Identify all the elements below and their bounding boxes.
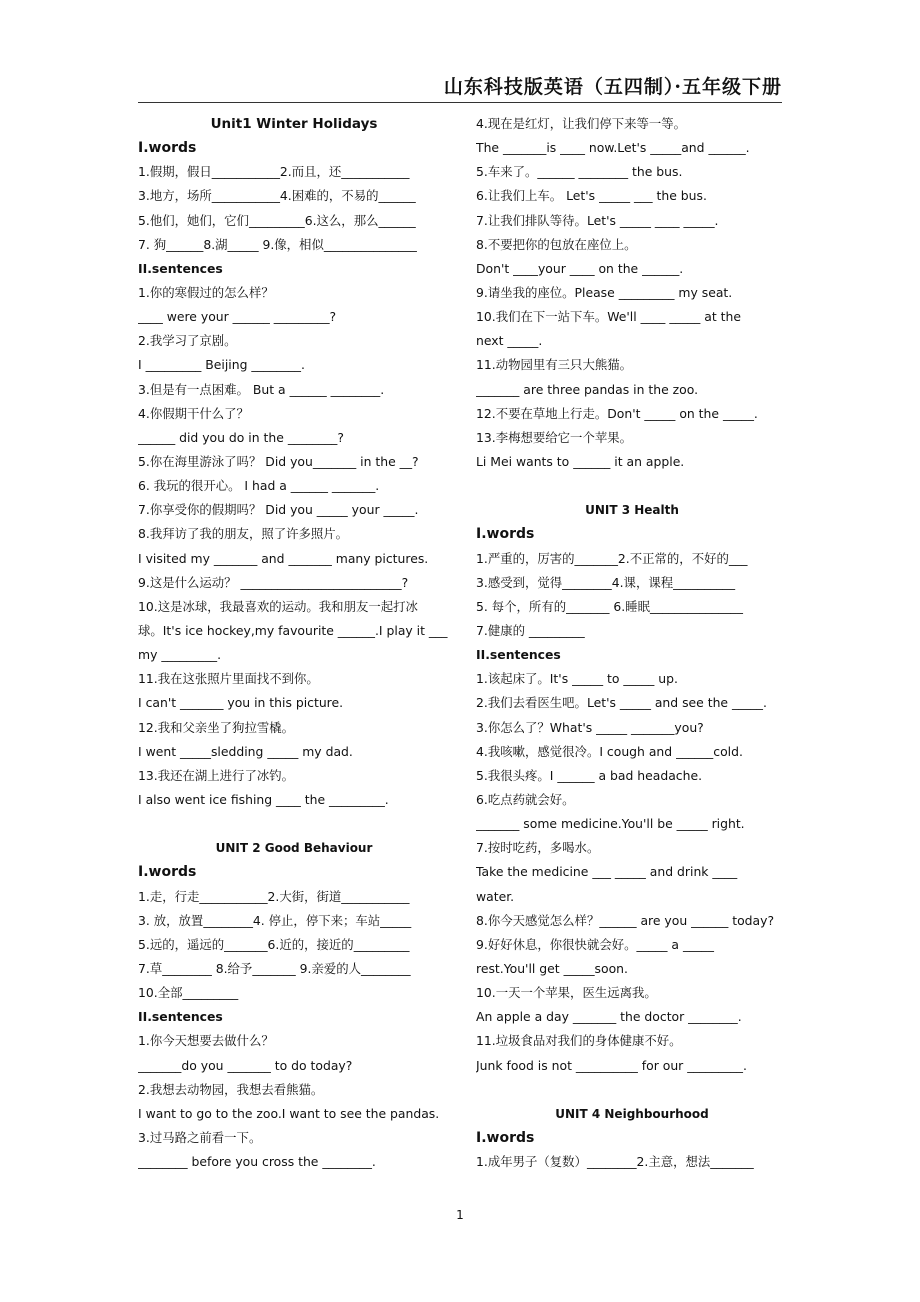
text-line: An apple a day _______ the doctor ________. <box>476 1009 742 1025</box>
section-heading-words: I.words <box>476 1129 535 1146</box>
left-column <box>138 112 450 1174</box>
text-line: Don't ____your ____ on the ______. <box>476 260 684 276</box>
text-line: 7.草________ 8.给予_______ 9.亲爱的人________ <box>138 961 411 976</box>
text-line: I went _____sledding _____ my dad. <box>138 743 353 759</box>
text-line: 4.你假期干什么了？ <box>138 405 249 421</box>
text-line: Li Mei wants to ______ it an apple. <box>476 453 685 469</box>
text-line: Take the medicine ___ _____ and drink ____ <box>476 864 738 880</box>
unit-title: Unit1 Winter Holidays <box>210 116 378 132</box>
text-line: 8.我拜访了我的朋友，照了许多照片。 <box>138 526 349 542</box>
text-line: 9.好好休息，你很快就会好。_____ a _____ <box>476 936 714 952</box>
text-line: 7.让我们排队等待。Let's _____ ____ _____. <box>476 212 719 228</box>
blank-line <box>476 474 788 498</box>
section-heading-sentences: II.sentences <box>138 1009 223 1025</box>
blank-line <box>476 1078 788 1102</box>
text-line: 7.按时吃药，多喝水。 <box>476 840 600 856</box>
text-line: 7. 狗______8.湖_____ 9.像，相似_______________ <box>138 236 417 252</box>
section-heading-words: I.words <box>476 526 535 543</box>
text-line: 13.我还在湖上进行了冰钓。 <box>138 767 295 783</box>
text-line: 1.你今天想要去做什么？ <box>138 1033 274 1049</box>
text-line: ____ were your ______ _________? <box>138 309 337 325</box>
text-line: _______do you _______ to do today? <box>138 1057 353 1073</box>
section-heading-sentences: II.sentences <box>476 647 561 663</box>
text-line: 1.假期，假日___________2.而且，还___________ <box>138 164 410 180</box>
text-line: I _________ Beijing ________. <box>138 357 305 373</box>
unit-title: UNIT 4 Neighbourhood <box>555 1106 709 1121</box>
section-heading-sentences: II.sentences <box>138 260 223 276</box>
section-heading-words: I.words <box>138 864 197 881</box>
text-line: 4.我咳嗽，感觉很冷。I cough and ______cold. <box>476 743 743 759</box>
text-line: 5.你在海里游泳了吗？ Did you_______ in the __? <box>138 454 419 470</box>
text-line: 9.请坐我的座位。Please _________ my seat. <box>476 284 733 300</box>
unit-title: UNIT 3 Health <box>585 503 679 518</box>
text-line: 3.但是有一点困难。 But a ______ ________. <box>138 381 385 397</box>
text-line: 1.走，行走___________2.大街，街道___________ <box>138 888 410 904</box>
text-line: 1.该起床了。It's _____ to _____ up. <box>476 671 678 687</box>
text-line: 8.你今天感觉怎么样？______ are you ______ today? <box>476 912 775 928</box>
text-line: 4.现在是红灯，让我们停下来等一等。 <box>476 116 687 131</box>
text-line: 11.垃圾食品对我们的身体健康不好。 <box>476 1033 682 1049</box>
text-line: 球。It's ice hockey,my favourite ______.I play it ___ <box>138 623 448 638</box>
text-line: 10.一天一个苹果，医生远离我。 <box>476 985 657 1001</box>
right-column <box>476 112 788 1174</box>
text-line: 10.全部_________ <box>138 985 239 1001</box>
section-heading-words: I.words <box>138 140 197 157</box>
text-line: I also went ice fishing ____ the _________. <box>138 791 389 807</box>
text-line: 2.我想去动物园，我想去看熊猫。 <box>138 1081 324 1097</box>
text-line: 5. 每个，所有的_______ 6.睡眠_______________ <box>476 598 743 614</box>
text-line: 7.你享受你的假期吗？ Did you _____ your _____. <box>138 502 419 518</box>
text-line: 5.车来了。______ ________ the bus. <box>476 164 683 180</box>
text-line: _______ some medicine.You'll be _____ right. <box>476 816 745 832</box>
text-line: I can't _______ you in this picture. <box>138 695 344 711</box>
text-line: 11.我在这张照片里面找不到你。 <box>138 671 319 687</box>
text-line: 6.吃点药就会好。 <box>476 791 575 807</box>
text-line: 7.健康的 _________ <box>476 622 585 638</box>
text-line: 3.地方，场所___________4.困难的，不易的______ <box>138 188 416 204</box>
text-line: 5.我很头疼。I ______ a bad headache. <box>476 767 703 783</box>
text-line: 2.我学习了京剧。 <box>138 333 237 349</box>
text-line: 3.过马路之前看一下。 <box>138 1130 262 1145</box>
text-line: 9.这是什么运动？ __________________________? <box>138 574 409 590</box>
text-line: rest.You'll get _____soon. <box>476 960 628 976</box>
text-line: 6. 我玩的很开心。 I had a ______ _______. <box>138 478 380 494</box>
text-line: 11.动物园里有三只大熊猫。 <box>476 357 633 373</box>
text-line: Junk food is not __________ for our _________. <box>476 1057 747 1073</box>
text-line: 12.不要在草地上行走。Don't _____ on the _____. <box>476 405 758 421</box>
text-line: 1.你的寒假过的怎么样？ <box>138 285 274 301</box>
text-line: I want to go to the zoo.I want to see the pandas. <box>138 1105 440 1121</box>
text-line: I visited my _______ and _______ many pictures. <box>138 550 429 566</box>
text-line: 8.不要把你的包放在座位上。 <box>476 236 637 252</box>
text-line: _______ are three pandas in the zoo. <box>476 381 699 397</box>
page-number: 1 <box>456 1208 464 1222</box>
text-line: 3.你怎么了？What's _____ _______you? <box>476 719 704 735</box>
text-line: 10.我们在下一站下车。We'll ____ _____ at the <box>476 309 741 325</box>
unit-title: UNIT 2 Good Behaviour <box>215 841 373 856</box>
text-line: 10.这是冰球，我最喜欢的运动。我和朋友一起打冰 <box>138 598 418 614</box>
header-rule <box>138 102 782 103</box>
page-header-title: 山东科技版英语（五四制）·五年级下册 <box>443 76 782 98</box>
text-line: 12.我和父亲坐了狗拉雪橇。 <box>138 719 295 735</box>
text-line: 1.成年男子（复数）________2.主意，想法_______ <box>476 1154 754 1170</box>
text-line: 3.感受到，觉得________4.课，课程__________ <box>476 574 736 590</box>
text-line: next _____. <box>476 333 543 349</box>
text-line: ______ did you do in the ________? <box>138 429 344 445</box>
text-line: 13.李梅想要给它一个苹果。 <box>476 429 633 445</box>
text-line: 6.让我们上车。 Let's _____ ___ the bus. <box>476 188 707 204</box>
text-line: 3. 放，放置________4. 停止，停下来；车站_____ <box>138 912 412 928</box>
blank-line <box>138 812 450 836</box>
text-line: 5.远的，遥远的_______6.近的，接近的_________ <box>138 936 410 952</box>
text-line: 2.我们去看医生吧。Let's _____ and see the _____. <box>476 695 767 711</box>
text-line: water. <box>476 888 515 904</box>
text-line: The _______is ____ now.Let's _____and ______. <box>476 140 750 156</box>
text-line: 5.他们，她们，它们_________6.这么，那么______ <box>138 212 416 228</box>
text-line: ________ before you cross the ________. <box>138 1154 376 1170</box>
text-line: 1.严重的，厉害的_______2.不正常的，不好的___ <box>476 550 748 566</box>
text-line: my _________. <box>138 647 222 663</box>
